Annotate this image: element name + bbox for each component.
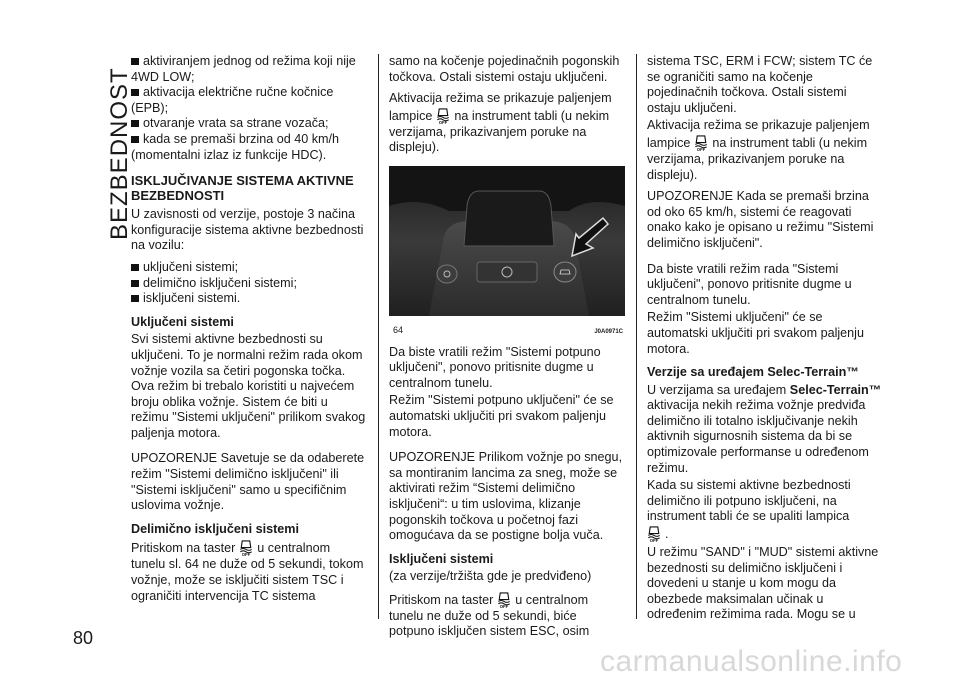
paragraph: Da biste vratili režim rada "Sistemi uključeni", ponovo pritisnite dugme u centralnom tunelu. [647,261,852,307]
esc-off-icon [436,107,450,125]
column-divider [636,54,637,619]
column-1 [131,54,367,610]
bullet-item: aktivacija električne ručne kočnice (EPB); [131,85,367,116]
paragraph: Ova režim bi trebalo koristiti u najvećem broju oblika vožnje. Sistem će biti u režimu "Sistemi uključeni" prilikom svakog paljenja motora. [131,379,366,440]
bullet-item: aktiviranjem jednog od režima koji nije 4WD LOW; [131,54,367,85]
center-console-photo [389,166,625,316]
paragraph: U verzijama sa uređajem Selec-Terrain™ aktivacija nekih režima vožnje predviđa delimično ili totalno isključivanje nekih aktivnih sigurnosnih sistema da bi se optimizovale performanse u određenom režimu. [647,382,882,475]
paragraph: Aktivacija režima se prikazuje paljenjem lampice na instrument tabli (u nekim verzijama, prikazivanjem poruke na displeju). [389,91,612,155]
figure-code: J0A0971C [594,328,623,335]
paragraph: Kada su sistemi aktivne bezbednosti delimično ili potpuno isključeni, na instrument tabli će se upaliti lampica . [647,478,883,543]
paragraph: U režimu "SAND" i "MUD" sistemi aktivne bezednosti su delimično isključeni i dovedeni u stanje u kom mogu da obezbede maksimalan učinak u određenim režimima rada. Mogu se u [647,545,879,622]
section-heading: ISKLJUČIVANJE SISTEMA AKTIVNE BEZBEDNOSTI [131,173,354,204]
subheading: Uključeni sistemi [131,314,234,329]
column-divider [378,54,379,619]
esc-off-icon [497,591,511,609]
page-number: 80 [73,628,94,648]
paragraph: Režim "Sistemi potpuno uključeni" će se automatski uključiti pri svakom paljenju motora. [389,393,614,439]
subheading: Delimično isključeni sistemi [131,521,299,536]
bullet-item: otvaranje vrata sa strane vozača; [131,116,367,132]
column-2 [389,54,625,646]
paragraph: Da biste vratili režim "Sistemi potpuno uključeni", ponovo pritisnite dugme u centralnom tunelu. [389,344,601,390]
paragraph: sistema TSC, ERM i FCW; sistem TC će se ograničiti samo na kočenje pojedinačnih točkova. Ostali sistemi ostaju uključeni. [647,54,873,115]
esc-off-icon [647,525,661,543]
paragraph: Aktivacija režima se prikazuje paljenjem lampice na instrument tabli (u nekim verzijama, prikazivanjem poruke na displeju). [647,118,870,182]
paragraph: Pritiskom na taster u centralnom tunelu ne duže od 5 sekundi, biće potpuno isključen sistem ESC, osim [389,592,590,639]
esc-off-icon [694,134,708,152]
paragraph: Svi sistemi aktivne bezbednosti su uključeni. To je normalni režim rada okom vožnje vozila sa četiri pogonska točka. [131,332,363,378]
paragraph: U zavisnosti od verzije, postoje 3 načina konfiguracije sistema aktivne bezbednosti na vozilu: [131,207,364,253]
section-title: BEZBEDNOST [106,67,133,240]
watermark: carmanualsonline.info [600,645,903,678]
bullet-item: delimično isključeni sistemi; [131,276,367,292]
figure-number: 64 [393,324,404,335]
subheading: Isključeni sistemi [389,551,494,566]
bullet-item: isključeni sistemi. [131,291,367,307]
esc-off-icon [239,539,253,557]
warning-paragraph: UPOZORENJE Kada se premaši brzina od oko 65 km/h, sistemi će reagovati onako kako je opisano u režimu "Sistemi delimično isključeni". [647,189,874,250]
figure-64 [389,166,625,337]
subheading: Verzije sa uređajem Selec-Terrain™ [647,365,859,380]
warning-paragraph: UPOZORENJE Prilikom vožnje po snegu, sa montiranim lancima za sneg, može se aktivirati režim “Sistemi delimično isključeni“: u tim uslovima, klizanje pogonskih točkova u početnoj fazi omogućava da se postigne bolja vuča. [389,450,623,543]
bullet-item: kada se premaši brzina od 40 km/h (momentalni izlaz iz funkcije HDC). [131,132,367,163]
warning-paragraph: UPOZORENJE Savetuje se da odaberete režim "Sistemi delimično isključeni" ili "Sistemi isključeni" samo u specifičnim uslovima vožnje. [131,451,365,513]
bullet-item: uključeni sistemi; [131,260,367,276]
column-3 [647,54,883,629]
paragraph: Pritiskom na taster u centralnom tunelu sl. 64 ne duže od 5 sekundi, tokom vožnje, može se isključiti sistem TSC i ograničiti intervencija TC sistema [131,541,364,603]
paragraph: Režim "Sistemi uključeni" će se automatski uključiti pri svakom paljenju motora. [647,310,864,356]
paragraph: samo na kočenje pojedinačnih pogonskih točkova. Ostali sistemi ostaju uključeni. [389,54,620,84]
paragraph: (za verzije/tržišta gde je predviđeno) [389,569,592,584]
